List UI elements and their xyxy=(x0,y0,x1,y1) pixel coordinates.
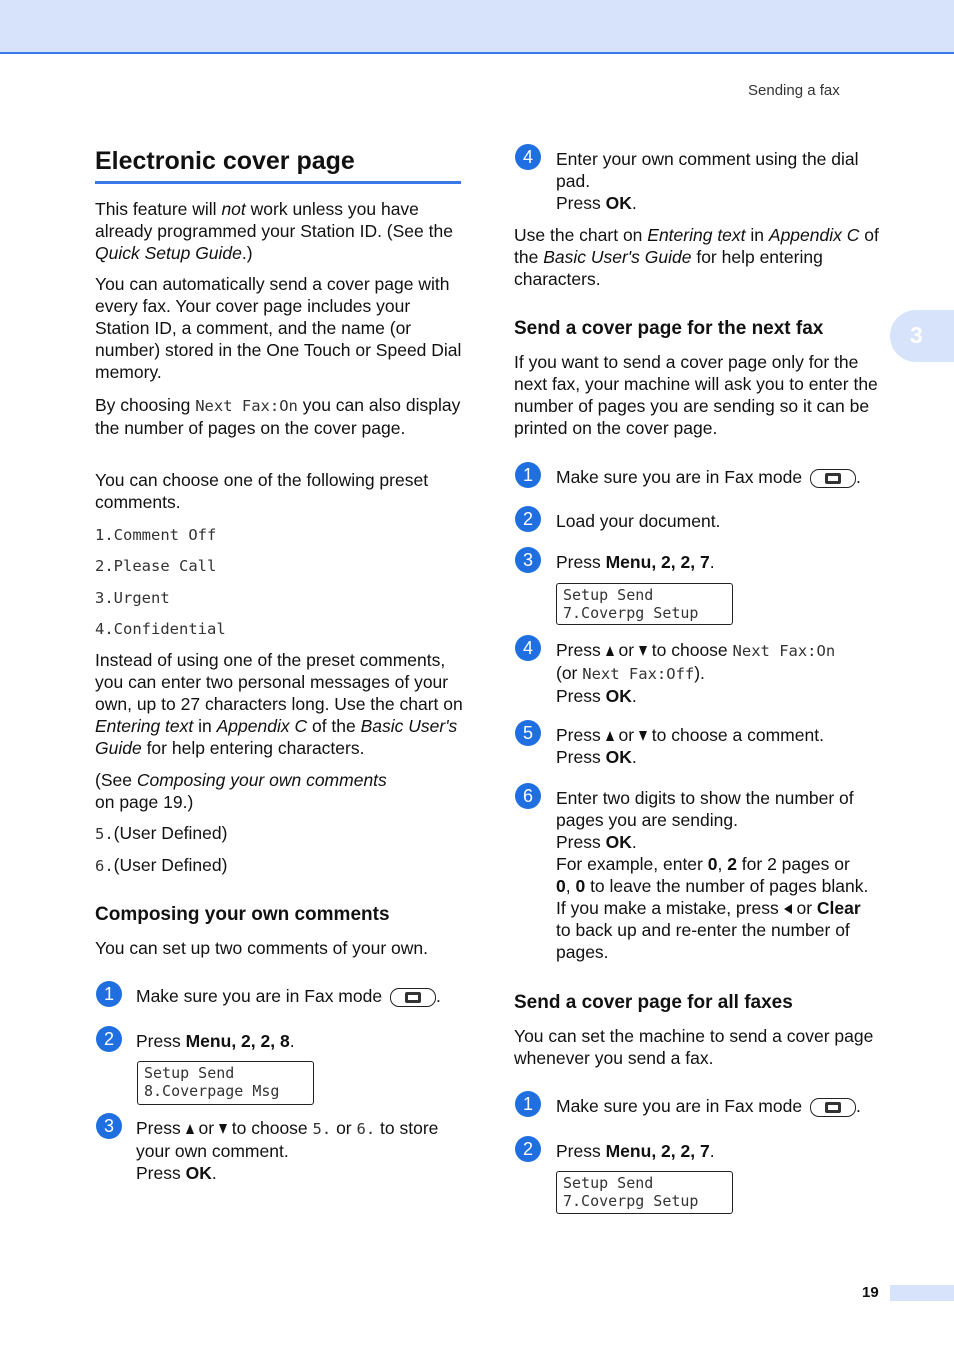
subheading-next-fax: Send a cover page for the next fax xyxy=(514,318,824,339)
step-load-document: Load your document. xyxy=(556,511,721,531)
step-press-menu: Press Menu, 2, 2, 8. xyxy=(136,1031,295,1051)
down-arrow-icon xyxy=(639,731,647,741)
paragraph-see-reference: (See Composing your own comments on page 19.) xyxy=(95,770,387,812)
paragraph-next-fax: By choosing Next Fax:On you can also display the number of pages on the cover page. xyxy=(95,395,461,438)
step-number-6: 6 xyxy=(515,783,541,809)
fax-mode-key-icon xyxy=(390,988,436,1007)
left-arrow-icon xyxy=(784,904,792,914)
step-press-menu: Press Menu, 2, 2, 7. xyxy=(556,1141,715,1161)
fax-mode-key-icon xyxy=(810,1098,856,1117)
chapter-tab xyxy=(890,310,954,362)
step-number-2: 2 xyxy=(515,506,541,532)
next-fax-intro: If you want to send a cover page only for the next fax, your machine will ask you to enter the number of pages you are sending so it can be printed on the cover page. xyxy=(514,352,878,438)
step-enter-comment: Enter your own comment using the dial pad. Press OK. xyxy=(556,149,859,213)
up-arrow-icon xyxy=(606,731,614,741)
all-faxes-intro: You can set the machine to send a cover page whenever you send a fax. xyxy=(514,1026,874,1068)
preset-comment-1: 1.Comment Off xyxy=(95,526,217,544)
subheading-composing: Composing your own comments xyxy=(95,904,390,925)
step-number-2: 2 xyxy=(515,1136,541,1162)
down-arrow-icon xyxy=(639,646,647,656)
section-title: Electronic cover page xyxy=(95,147,355,175)
step-number-2: 2 xyxy=(96,1026,122,1052)
step-number-5: 5 xyxy=(515,720,541,746)
step-number-1: 1 xyxy=(515,1091,541,1117)
subheading-all-faxes: Send a cover page for all faxes xyxy=(514,992,793,1013)
title-underline xyxy=(95,181,461,184)
step-press-menu: Press Menu, 2, 2, 7. xyxy=(556,552,715,572)
composing-intro: You can set up two comments of your own. xyxy=(95,938,429,958)
running-header: Sending a fax xyxy=(748,82,840,99)
step-choose-next-fax: Press or to choose Next Fax:On (or Next Fax:Off). Press OK. xyxy=(556,640,836,706)
preset-comment-4: 4.Confidential xyxy=(95,620,226,638)
paragraph-personal-messages: Instead of using one of the preset comments, you can enter two personal messages of your own, up to 27 characters long. Use the chart on Entering text in Appendix C of the Basic User's Guide for help entering characters. xyxy=(95,650,463,758)
chapter-number: 3 xyxy=(910,322,923,348)
step-choose-comment: Press or to choose a comment. Press OK. xyxy=(556,725,824,767)
lcd-display-coverpg-setup: Setup Send 7.Coverpg Setup xyxy=(556,1171,733,1214)
preset-comment-2: 2.Please Call xyxy=(95,557,217,575)
step-number-1: 1 xyxy=(96,981,122,1007)
fax-mode-key-icon xyxy=(810,469,856,488)
step-choose-comment-slot: Press or to choose 5. or 6. to store your own comment. Press OK. xyxy=(136,1118,439,1183)
paragraph-preset-intro: You can choose one of the following preset comments. xyxy=(95,470,429,512)
up-arrow-icon xyxy=(186,1124,194,1134)
step-number-4: 4 xyxy=(515,635,541,661)
step-number-1: 1 xyxy=(515,462,541,488)
step-enter-page-count: Enter two digits to show the number of pages you are sending. Press OK. For example, enter 0, 2 for 2 pages or 0, 0 to leave the number of pages blank. If you make a mistake, press or Clear to back up and re-enter the number of pages. xyxy=(556,788,869,962)
page-number-bar xyxy=(890,1285,954,1301)
lcd-display-coverpage-msg: Setup Send 8.Coverpage Msg xyxy=(137,1061,314,1105)
step-fax-mode: Make sure you are in Fax mode . xyxy=(556,467,861,487)
up-arrow-icon xyxy=(606,646,614,656)
paragraph-chart-reference: Use the chart on Entering text in Appendix C of the Basic User's Guide for help entering characters. xyxy=(514,225,879,289)
preset-comment-3: 3.Urgent xyxy=(95,589,170,607)
paragraph-cover-page-info: You can automatically send a cover page with every fax. Your cover page includes your Station ID, a comment, and the name (or number) stored in the One Touch or Speed Dial memory. xyxy=(95,274,462,382)
step-number-4: 4 xyxy=(515,144,541,170)
down-arrow-icon xyxy=(219,1124,227,1134)
header-band xyxy=(0,0,954,54)
step-fax-mode: Make sure you are in Fax mode . xyxy=(136,986,441,1006)
user-defined-6: 6.(User Defined) xyxy=(95,855,228,875)
user-defined-5: 5.(User Defined) xyxy=(95,823,228,843)
paragraph-station-id-note: This feature will not work unless you have already programmed your Station ID. (See the Quick Setup Guide.) xyxy=(95,199,453,263)
step-number-3: 3 xyxy=(96,1113,122,1139)
page-number: 19 xyxy=(862,1284,879,1301)
lcd-display-coverpg-setup: Setup Send 7.Coverpg Setup xyxy=(556,583,733,625)
step-number-3: 3 xyxy=(515,547,541,573)
step-fax-mode: Make sure you are in Fax mode . xyxy=(556,1096,861,1116)
